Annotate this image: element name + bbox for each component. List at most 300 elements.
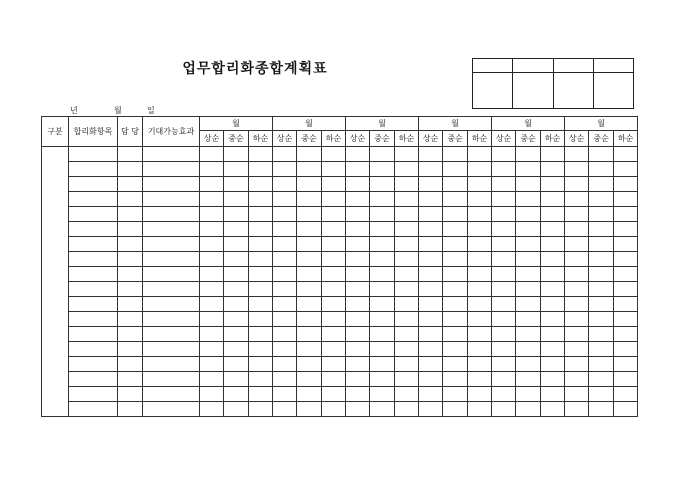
table-cell[interactable] bbox=[143, 342, 200, 357]
table-cell[interactable] bbox=[297, 162, 322, 177]
table-cell[interactable] bbox=[443, 147, 468, 162]
table-cell[interactable] bbox=[492, 192, 516, 207]
table-cell[interactable] bbox=[395, 387, 419, 402]
table-cell[interactable] bbox=[516, 207, 541, 222]
table-cell[interactable] bbox=[297, 237, 322, 252]
table-cell[interactable] bbox=[224, 342, 249, 357]
table-cell[interactable] bbox=[224, 237, 249, 252]
table-cell[interactable] bbox=[224, 177, 249, 192]
table-cell[interactable] bbox=[565, 177, 589, 192]
table-cell[interactable] bbox=[200, 252, 224, 267]
table-cell[interactable] bbox=[492, 372, 516, 387]
table-cell[interactable] bbox=[297, 192, 322, 207]
table-cell[interactable] bbox=[395, 237, 419, 252]
table-cell[interactable] bbox=[589, 342, 614, 357]
table-cell[interactable] bbox=[69, 162, 118, 177]
table-cell[interactable] bbox=[346, 252, 370, 267]
table-cell[interactable] bbox=[443, 222, 468, 237]
table-cell[interactable] bbox=[273, 177, 297, 192]
table-cell[interactable] bbox=[468, 267, 492, 282]
table-cell[interactable] bbox=[69, 192, 118, 207]
table-cell[interactable] bbox=[443, 357, 468, 372]
table-cell[interactable] bbox=[516, 147, 541, 162]
table-cell[interactable] bbox=[370, 342, 395, 357]
table-cell[interactable] bbox=[541, 177, 565, 192]
table-cell[interactable] bbox=[249, 297, 273, 312]
table-cell[interactable] bbox=[541, 342, 565, 357]
table-cell[interactable] bbox=[346, 327, 370, 342]
table-cell[interactable] bbox=[224, 357, 249, 372]
table-cell[interactable] bbox=[143, 402, 200, 417]
table-cell[interactable] bbox=[541, 282, 565, 297]
table-cell[interactable] bbox=[589, 237, 614, 252]
table-cell[interactable] bbox=[370, 252, 395, 267]
table-cell[interactable] bbox=[614, 357, 638, 372]
table-cell[interactable] bbox=[443, 327, 468, 342]
table-cell[interactable] bbox=[370, 387, 395, 402]
table-cell[interactable] bbox=[614, 162, 638, 177]
table-cell[interactable] bbox=[224, 162, 249, 177]
table-cell[interactable] bbox=[143, 267, 200, 282]
table-cell[interactable] bbox=[468, 222, 492, 237]
table-cell[interactable] bbox=[297, 207, 322, 222]
table-cell[interactable] bbox=[395, 267, 419, 282]
table-cell[interactable] bbox=[322, 327, 346, 342]
table-cell[interactable] bbox=[492, 282, 516, 297]
table-cell[interactable] bbox=[273, 147, 297, 162]
table-cell[interactable] bbox=[69, 147, 118, 162]
table-cell[interactable] bbox=[69, 282, 118, 297]
table-cell[interactable] bbox=[297, 297, 322, 312]
table-cell[interactable] bbox=[541, 372, 565, 387]
table-cell[interactable] bbox=[273, 252, 297, 267]
table-cell[interactable] bbox=[443, 162, 468, 177]
table-cell[interactable] bbox=[249, 192, 273, 207]
table-cell[interactable] bbox=[492, 207, 516, 222]
table-cell[interactable] bbox=[589, 192, 614, 207]
table-cell[interactable] bbox=[322, 177, 346, 192]
table-cell[interactable] bbox=[249, 237, 273, 252]
table-cell[interactable] bbox=[249, 162, 273, 177]
table-cell[interactable] bbox=[249, 177, 273, 192]
table-cell[interactable] bbox=[200, 162, 224, 177]
table-cell[interactable] bbox=[614, 387, 638, 402]
table-cell[interactable] bbox=[200, 177, 224, 192]
table-cell[interactable] bbox=[69, 267, 118, 282]
table-cell[interactable] bbox=[492, 402, 516, 417]
table-cell[interactable] bbox=[589, 267, 614, 282]
table-cell[interactable] bbox=[516, 237, 541, 252]
table-cell[interactable] bbox=[614, 237, 638, 252]
table-cell[interactable] bbox=[516, 312, 541, 327]
table-cell[interactable] bbox=[468, 237, 492, 252]
table-cell[interactable] bbox=[143, 147, 200, 162]
table-cell[interactable] bbox=[589, 282, 614, 297]
table-cell[interactable] bbox=[346, 222, 370, 237]
table-cell[interactable] bbox=[443, 177, 468, 192]
table-cell[interactable] bbox=[565, 342, 589, 357]
table-cell[interactable] bbox=[249, 342, 273, 357]
table-cell[interactable] bbox=[565, 357, 589, 372]
table-cell[interactable] bbox=[468, 192, 492, 207]
table-cell[interactable] bbox=[249, 357, 273, 372]
table-cell[interactable] bbox=[69, 387, 118, 402]
table-cell[interactable] bbox=[589, 147, 614, 162]
table-cell[interactable] bbox=[346, 267, 370, 282]
table-cell[interactable] bbox=[200, 327, 224, 342]
table-cell[interactable] bbox=[143, 222, 200, 237]
table-cell[interactable] bbox=[419, 237, 443, 252]
table-cell[interactable] bbox=[143, 282, 200, 297]
table-cell[interactable] bbox=[468, 207, 492, 222]
table-cell[interactable] bbox=[541, 387, 565, 402]
table-cell[interactable] bbox=[118, 162, 143, 177]
table-cell[interactable] bbox=[419, 387, 443, 402]
table-cell[interactable] bbox=[516, 402, 541, 417]
table-cell[interactable] bbox=[516, 252, 541, 267]
table-cell[interactable] bbox=[118, 207, 143, 222]
table-cell[interactable] bbox=[249, 267, 273, 282]
table-cell[interactable] bbox=[541, 162, 565, 177]
table-cell[interactable] bbox=[492, 327, 516, 342]
table-cell[interactable] bbox=[224, 222, 249, 237]
table-cell[interactable] bbox=[565, 297, 589, 312]
table-cell[interactable] bbox=[273, 387, 297, 402]
table-cell[interactable] bbox=[516, 192, 541, 207]
table-cell[interactable] bbox=[370, 147, 395, 162]
table-cell[interactable] bbox=[541, 402, 565, 417]
table-cell[interactable] bbox=[565, 372, 589, 387]
table-cell[interactable] bbox=[273, 162, 297, 177]
table-cell[interactable] bbox=[395, 207, 419, 222]
table-cell[interactable] bbox=[346, 357, 370, 372]
table-cell[interactable] bbox=[395, 297, 419, 312]
table-cell[interactable] bbox=[614, 177, 638, 192]
table-cell[interactable] bbox=[200, 282, 224, 297]
table-cell[interactable] bbox=[118, 387, 143, 402]
table-cell[interactable] bbox=[224, 282, 249, 297]
table-cell[interactable] bbox=[200, 207, 224, 222]
table-cell[interactable] bbox=[395, 402, 419, 417]
table-cell[interactable] bbox=[273, 402, 297, 417]
table-cell[interactable] bbox=[200, 387, 224, 402]
table-cell[interactable] bbox=[419, 177, 443, 192]
table-cell[interactable] bbox=[468, 282, 492, 297]
table-cell[interactable] bbox=[614, 252, 638, 267]
table-cell[interactable] bbox=[395, 177, 419, 192]
table-cell[interactable] bbox=[224, 297, 249, 312]
table-cell[interactable] bbox=[541, 297, 565, 312]
table-cell[interactable] bbox=[346, 147, 370, 162]
table-cell[interactable] bbox=[565, 162, 589, 177]
table-cell[interactable] bbox=[224, 402, 249, 417]
table-cell[interactable] bbox=[69, 402, 118, 417]
table-cell[interactable] bbox=[516, 282, 541, 297]
table-cell[interactable] bbox=[322, 312, 346, 327]
table-cell[interactable] bbox=[443, 192, 468, 207]
table-cell[interactable] bbox=[395, 147, 419, 162]
table-cell[interactable] bbox=[200, 297, 224, 312]
table-cell[interactable] bbox=[370, 372, 395, 387]
table-cell[interactable] bbox=[143, 372, 200, 387]
table-cell[interactable] bbox=[297, 222, 322, 237]
table-cell[interactable] bbox=[224, 372, 249, 387]
table-cell[interactable] bbox=[322, 147, 346, 162]
table-cell[interactable] bbox=[443, 297, 468, 312]
table-cell[interactable] bbox=[143, 252, 200, 267]
table-cell[interactable] bbox=[395, 372, 419, 387]
table-cell[interactable] bbox=[395, 357, 419, 372]
table-cell[interactable] bbox=[118, 237, 143, 252]
table-cell[interactable] bbox=[492, 267, 516, 282]
table-cell[interactable] bbox=[118, 147, 143, 162]
table-cell[interactable] bbox=[346, 282, 370, 297]
table-cell[interactable] bbox=[346, 162, 370, 177]
table-cell[interactable] bbox=[273, 327, 297, 342]
table-cell[interactable] bbox=[297, 372, 322, 387]
table-cell[interactable] bbox=[589, 312, 614, 327]
table-cell[interactable] bbox=[492, 162, 516, 177]
table-cell[interactable] bbox=[468, 147, 492, 162]
table-cell[interactable] bbox=[346, 207, 370, 222]
table-cell[interactable] bbox=[541, 222, 565, 237]
table-cell[interactable] bbox=[224, 312, 249, 327]
table-cell[interactable] bbox=[224, 327, 249, 342]
table-cell[interactable] bbox=[118, 177, 143, 192]
table-cell[interactable] bbox=[370, 402, 395, 417]
table-cell[interactable] bbox=[69, 312, 118, 327]
table-cell[interactable] bbox=[419, 402, 443, 417]
table-cell[interactable] bbox=[69, 222, 118, 237]
table-cell[interactable] bbox=[443, 402, 468, 417]
table-cell[interactable] bbox=[443, 372, 468, 387]
table-cell[interactable] bbox=[200, 357, 224, 372]
table-cell[interactable] bbox=[297, 342, 322, 357]
table-cell[interactable] bbox=[118, 342, 143, 357]
table-cell[interactable] bbox=[589, 297, 614, 312]
table-cell[interactable] bbox=[143, 237, 200, 252]
table-cell[interactable] bbox=[443, 207, 468, 222]
table-cell[interactable] bbox=[118, 372, 143, 387]
table-cell[interactable] bbox=[370, 207, 395, 222]
table-cell[interactable] bbox=[346, 192, 370, 207]
table-cell[interactable] bbox=[395, 252, 419, 267]
table-cell[interactable] bbox=[200, 222, 224, 237]
table-cell[interactable] bbox=[224, 267, 249, 282]
table-cell[interactable] bbox=[492, 342, 516, 357]
table-cell[interactable] bbox=[143, 207, 200, 222]
table-cell[interactable] bbox=[395, 312, 419, 327]
table-cell[interactable] bbox=[516, 372, 541, 387]
table-cell[interactable] bbox=[249, 327, 273, 342]
table-cell[interactable] bbox=[395, 342, 419, 357]
table-cell[interactable] bbox=[468, 312, 492, 327]
table-cell[interactable] bbox=[443, 267, 468, 282]
table-cell[interactable] bbox=[468, 357, 492, 372]
table-cell[interactable] bbox=[492, 312, 516, 327]
table-cell[interactable] bbox=[143, 162, 200, 177]
table-cell[interactable] bbox=[273, 192, 297, 207]
table-cell[interactable] bbox=[297, 312, 322, 327]
table-cell[interactable] bbox=[69, 357, 118, 372]
table-cell[interactable] bbox=[589, 252, 614, 267]
table-cell[interactable] bbox=[419, 312, 443, 327]
table-cell[interactable] bbox=[492, 147, 516, 162]
table-cell[interactable] bbox=[118, 357, 143, 372]
table-cell[interactable] bbox=[273, 267, 297, 282]
table-cell[interactable] bbox=[322, 192, 346, 207]
table-cell[interactable] bbox=[297, 252, 322, 267]
table-cell[interactable] bbox=[322, 372, 346, 387]
table-cell[interactable] bbox=[443, 312, 468, 327]
table-cell[interactable] bbox=[224, 147, 249, 162]
table-cell[interactable] bbox=[541, 357, 565, 372]
table-cell[interactable] bbox=[322, 357, 346, 372]
table-cell[interactable] bbox=[468, 177, 492, 192]
table-cell[interactable] bbox=[565, 387, 589, 402]
table-cell[interactable] bbox=[565, 252, 589, 267]
table-cell[interactable] bbox=[200, 237, 224, 252]
table-cell[interactable] bbox=[118, 402, 143, 417]
table-cell[interactable] bbox=[69, 207, 118, 222]
table-cell[interactable] bbox=[492, 387, 516, 402]
table-cell[interactable] bbox=[468, 327, 492, 342]
table-cell[interactable] bbox=[200, 372, 224, 387]
table-cell[interactable] bbox=[370, 177, 395, 192]
table-cell[interactable] bbox=[614, 192, 638, 207]
table-cell[interactable] bbox=[200, 147, 224, 162]
table-cell[interactable] bbox=[541, 192, 565, 207]
table-cell[interactable] bbox=[322, 297, 346, 312]
table-cell[interactable] bbox=[516, 387, 541, 402]
table-cell[interactable] bbox=[249, 252, 273, 267]
table-cell[interactable] bbox=[614, 147, 638, 162]
table-cell[interactable] bbox=[419, 327, 443, 342]
table-cell[interactable] bbox=[273, 222, 297, 237]
table-cell[interactable] bbox=[346, 372, 370, 387]
table-cell[interactable] bbox=[516, 222, 541, 237]
table-cell[interactable] bbox=[118, 282, 143, 297]
table-cell[interactable] bbox=[468, 162, 492, 177]
table-cell[interactable] bbox=[614, 342, 638, 357]
table-cell[interactable] bbox=[273, 357, 297, 372]
table-cell[interactable] bbox=[224, 252, 249, 267]
table-cell[interactable] bbox=[492, 297, 516, 312]
table-cell[interactable] bbox=[69, 342, 118, 357]
table-cell[interactable] bbox=[297, 147, 322, 162]
table-cell[interactable] bbox=[69, 237, 118, 252]
table-cell[interactable] bbox=[322, 267, 346, 282]
table-cell[interactable] bbox=[419, 207, 443, 222]
table-cell[interactable] bbox=[541, 207, 565, 222]
table-cell[interactable] bbox=[516, 267, 541, 282]
table-cell[interactable] bbox=[419, 147, 443, 162]
table-cell[interactable] bbox=[297, 402, 322, 417]
table-cell[interactable] bbox=[143, 297, 200, 312]
table-cell[interactable] bbox=[614, 327, 638, 342]
table-cell[interactable] bbox=[516, 342, 541, 357]
table-cell[interactable] bbox=[492, 222, 516, 237]
table-cell[interactable] bbox=[297, 177, 322, 192]
table-cell[interactable] bbox=[322, 162, 346, 177]
table-cell[interactable] bbox=[346, 177, 370, 192]
table-cell[interactable] bbox=[249, 372, 273, 387]
table-cell[interactable] bbox=[297, 267, 322, 282]
table-cell[interactable] bbox=[143, 312, 200, 327]
table-cell[interactable] bbox=[614, 207, 638, 222]
table-cell[interactable] bbox=[443, 237, 468, 252]
table-cell[interactable] bbox=[249, 282, 273, 297]
table-cell[interactable] bbox=[492, 237, 516, 252]
table-cell[interactable] bbox=[565, 147, 589, 162]
table-cell[interactable] bbox=[273, 297, 297, 312]
table-cell[interactable] bbox=[346, 297, 370, 312]
table-cell[interactable] bbox=[589, 177, 614, 192]
table-cell[interactable] bbox=[370, 327, 395, 342]
table-cell[interactable] bbox=[614, 297, 638, 312]
table-cell[interactable] bbox=[443, 252, 468, 267]
table-cell[interactable] bbox=[419, 357, 443, 372]
table-cell[interactable] bbox=[565, 207, 589, 222]
table-cell[interactable] bbox=[516, 162, 541, 177]
table-cell[interactable] bbox=[249, 402, 273, 417]
table-cell[interactable] bbox=[370, 222, 395, 237]
table-cell[interactable] bbox=[69, 297, 118, 312]
table-cell[interactable] bbox=[322, 222, 346, 237]
table-cell[interactable] bbox=[273, 237, 297, 252]
table-cell[interactable] bbox=[370, 237, 395, 252]
table-cell[interactable] bbox=[589, 372, 614, 387]
table-cell[interactable] bbox=[395, 282, 419, 297]
table-cell[interactable] bbox=[468, 297, 492, 312]
table-cell[interactable] bbox=[200, 402, 224, 417]
table-cell[interactable] bbox=[370, 192, 395, 207]
table-cell[interactable] bbox=[249, 207, 273, 222]
table-cell[interactable] bbox=[541, 252, 565, 267]
table-cell[interactable] bbox=[565, 237, 589, 252]
table-cell[interactable] bbox=[541, 237, 565, 252]
table-cell[interactable] bbox=[200, 342, 224, 357]
table-cell[interactable] bbox=[273, 342, 297, 357]
table-cell[interactable] bbox=[589, 327, 614, 342]
table-cell[interactable] bbox=[589, 402, 614, 417]
table-cell[interactable] bbox=[118, 252, 143, 267]
table-cell[interactable] bbox=[346, 237, 370, 252]
table-cell[interactable] bbox=[565, 282, 589, 297]
table-cell[interactable] bbox=[118, 327, 143, 342]
table-cell[interactable] bbox=[143, 192, 200, 207]
table-cell[interactable] bbox=[541, 267, 565, 282]
table-cell[interactable] bbox=[419, 372, 443, 387]
table-cell[interactable] bbox=[370, 357, 395, 372]
table-cell[interactable] bbox=[322, 282, 346, 297]
table-cell[interactable] bbox=[297, 327, 322, 342]
table-cell[interactable] bbox=[69, 252, 118, 267]
table-cell[interactable] bbox=[143, 327, 200, 342]
table-cell[interactable] bbox=[143, 387, 200, 402]
table-cell[interactable] bbox=[200, 267, 224, 282]
table-cell[interactable] bbox=[443, 387, 468, 402]
table-cell[interactable] bbox=[419, 297, 443, 312]
table-cell[interactable] bbox=[589, 162, 614, 177]
table-cell[interactable] bbox=[273, 372, 297, 387]
table-cell[interactable] bbox=[370, 312, 395, 327]
table-cell[interactable] bbox=[443, 342, 468, 357]
table-cell[interactable] bbox=[589, 387, 614, 402]
table-cell[interactable] bbox=[224, 192, 249, 207]
table-cell[interactable] bbox=[395, 327, 419, 342]
table-cell[interactable] bbox=[322, 207, 346, 222]
